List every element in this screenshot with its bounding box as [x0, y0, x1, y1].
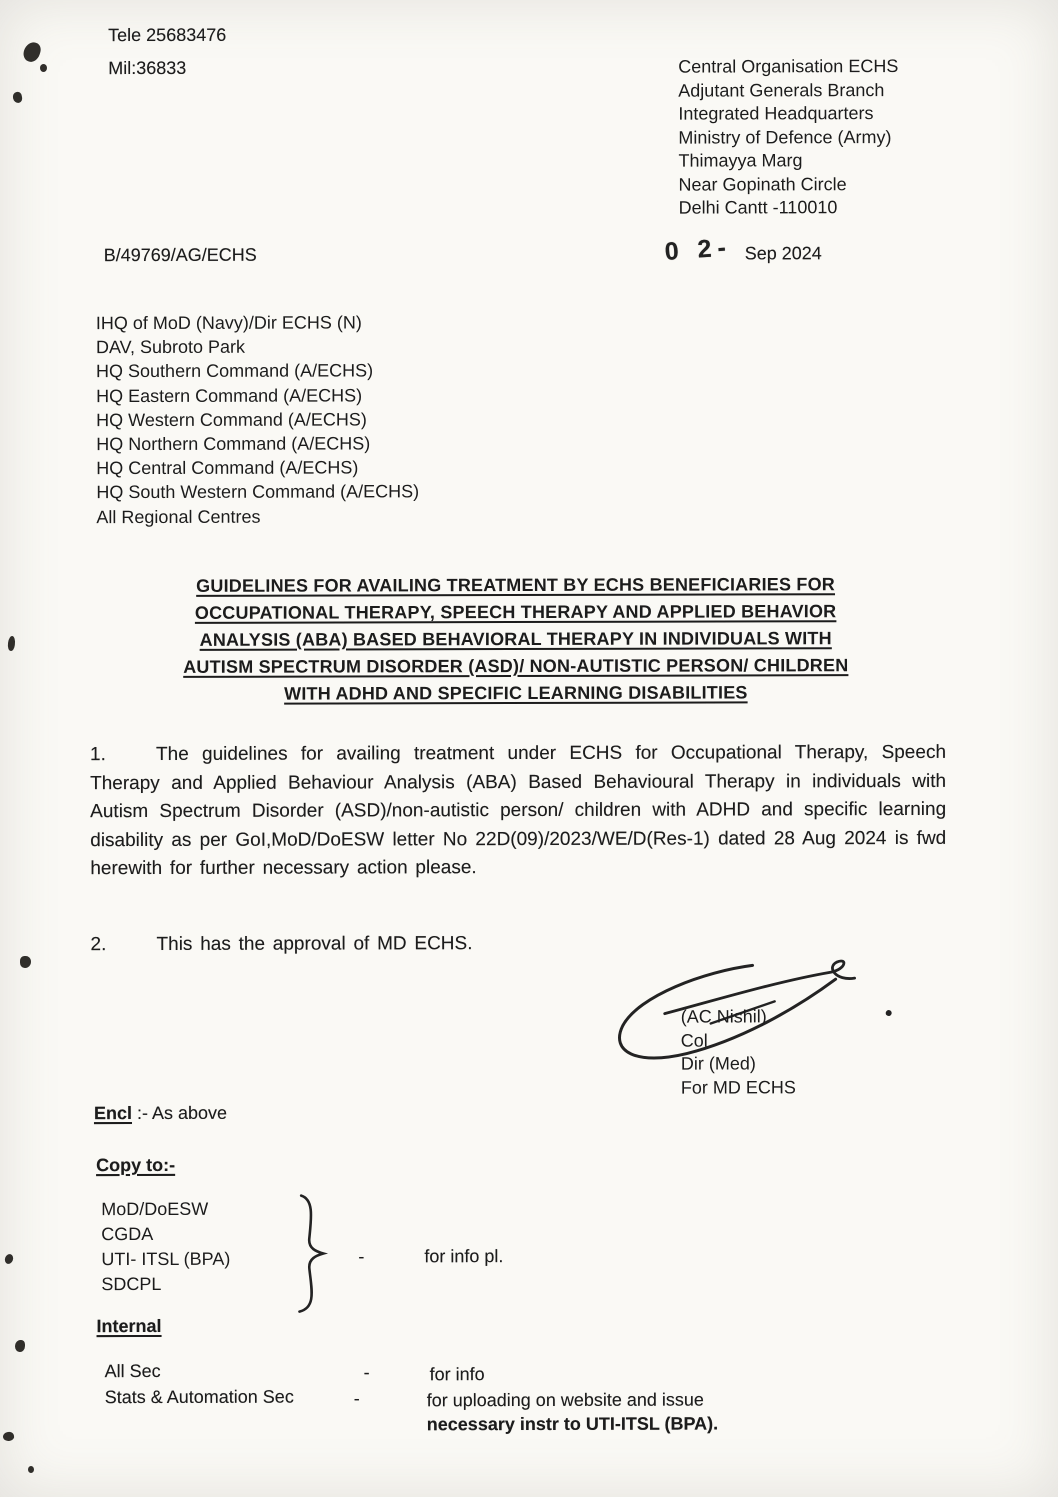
- org-line: Adjutant Generals Branch: [678, 79, 885, 101]
- internal-row-label: Stats & Automation Sec: [104, 1386, 294, 1408]
- reference-number: B/49769/AG/ECHS: [103, 244, 257, 266]
- copy-to-heading: Copy to:-: [96, 1154, 176, 1176]
- recipient-line: HQ Southern Command (A/ECHS): [95, 360, 374, 382]
- signature-block: [681, 1005, 796, 1099]
- internal-row-note2: necessary instr to UTI-ITSL (BPA).: [426, 1413, 719, 1435]
- recipient-line: HQ Western Command (A/ECHS): [96, 409, 367, 430]
- copy-to-brace: [293, 1193, 335, 1315]
- signatory-rank: Col: [680, 1030, 708, 1051]
- letterhead-organisation: [678, 55, 899, 220]
- internal-heading: Internal: [96, 1315, 162, 1337]
- org-line: Near Gopinath Circle: [678, 173, 847, 195]
- internal-row-label: All Sec: [104, 1360, 161, 1382]
- enclosure-line: [94, 1101, 227, 1125]
- subject-line: AUTISM SPECTRUM DISORDER (ASD)/ NON-AUTISTIC PERSON/ CHILDREN: [183, 655, 849, 677]
- recipient-list: [96, 310, 419, 529]
- recipient-line: IHQ of MoD (Navy)/Dir ECHS (N): [95, 312, 362, 334]
- subject-line: GUIDELINES FOR AVAILING TREATMENT BY ECHS BENEFICIARIES FOR: [196, 574, 836, 596]
- recipient-line: HQ Central Command (A/ECHS): [96, 457, 359, 479]
- internal-row-dash: -: [353, 1388, 360, 1409]
- internal-row-note: for info: [429, 1364, 485, 1385]
- copy-to-item: MoD/DoESW: [101, 1198, 209, 1220]
- enclosure-label: Encl: [93, 1103, 132, 1124]
- org-line: Thimayya Marg: [678, 150, 803, 171]
- recipient-line: HQ Northern Command (A/ECHS): [96, 433, 371, 455]
- copy-to-dash: -: [358, 1246, 365, 1267]
- letterhead-tele: Tele 25683476: [108, 24, 227, 46]
- org-line: Integrated Headquarters: [678, 103, 874, 124]
- recipient-line: HQ South Western Command (A/ECHS): [96, 481, 420, 503]
- paragraph-1: [90, 739, 946, 884]
- org-line: Ministry of Defence (Army): [678, 126, 892, 148]
- subject-line: OCCUPATIONAL THERAPY, SPEECH THERAPY AND APPLIED BEHAVIOR: [194, 601, 837, 623]
- signatory-for-line: For MD ECHS: [680, 1076, 796, 1098]
- copy-to-list: [101, 1197, 230, 1297]
- letterhead-mil: Mil:36833: [108, 57, 187, 79]
- copy-to-item: UTI- ITSL (BPA): [101, 1248, 231, 1270]
- subject-line: WITH ADHD AND SPECIFIC LEARNING DISABILITIES: [284, 682, 748, 704]
- copy-to-note: for info pl.: [424, 1246, 504, 1267]
- signatory-appointment: Dir (Med): [680, 1053, 756, 1074]
- paragraph-text: The guidelines for availing treatment under ECHS for Occupational Therapy, Speech Therapy and Applied Behaviour Analysis (ABA) Based Behavioural Therapy in individuals with Autism Spectrum Disorder (ASD)/non-autistic person/ children with ADHD and specific learning disability as per GoI,MoD/DoESW letter No 22D(09)/2023/WE/D(Res-1) dated 28 Aug 2024 is fwd herewith for further necessary action please.: [90, 741, 947, 880]
- internal-row-note: for uploading on website and issue: [426, 1389, 704, 1411]
- internal-row-dash: -: [363, 1362, 370, 1383]
- paragraph-number: 1.: [89, 744, 106, 766]
- copy-to-item: SDCPL: [101, 1273, 162, 1295]
- signatory-name: (AC Nishil): [680, 1006, 767, 1027]
- copy-to-item: CGDA: [101, 1223, 154, 1245]
- paragraph-number: 2.: [90, 934, 107, 956]
- date-day-handwritten: 0 2-: [663, 233, 733, 266]
- subject-heading: [102, 571, 930, 708]
- org-line: Central Organisation ECHS: [678, 56, 899, 77]
- recipient-line: DAV, Subroto Park: [95, 336, 246, 358]
- subject-line: ANALYSIS (ABA) BASED BEHAVIORAL THERAPY IN INDIVIDUALS WITH: [199, 628, 832, 650]
- paragraph-text: This has the approval of MD ECHS.: [156, 933, 473, 955]
- date-text: Sep 2024: [744, 243, 822, 264]
- recipient-line: All Regional Centres: [96, 506, 261, 527]
- org-line: Delhi Cantt -110010: [678, 197, 838, 218]
- enclosure-text: :- As above: [136, 1102, 228, 1124]
- recipient-line: HQ Eastern Command (A/ECHS): [96, 385, 363, 406]
